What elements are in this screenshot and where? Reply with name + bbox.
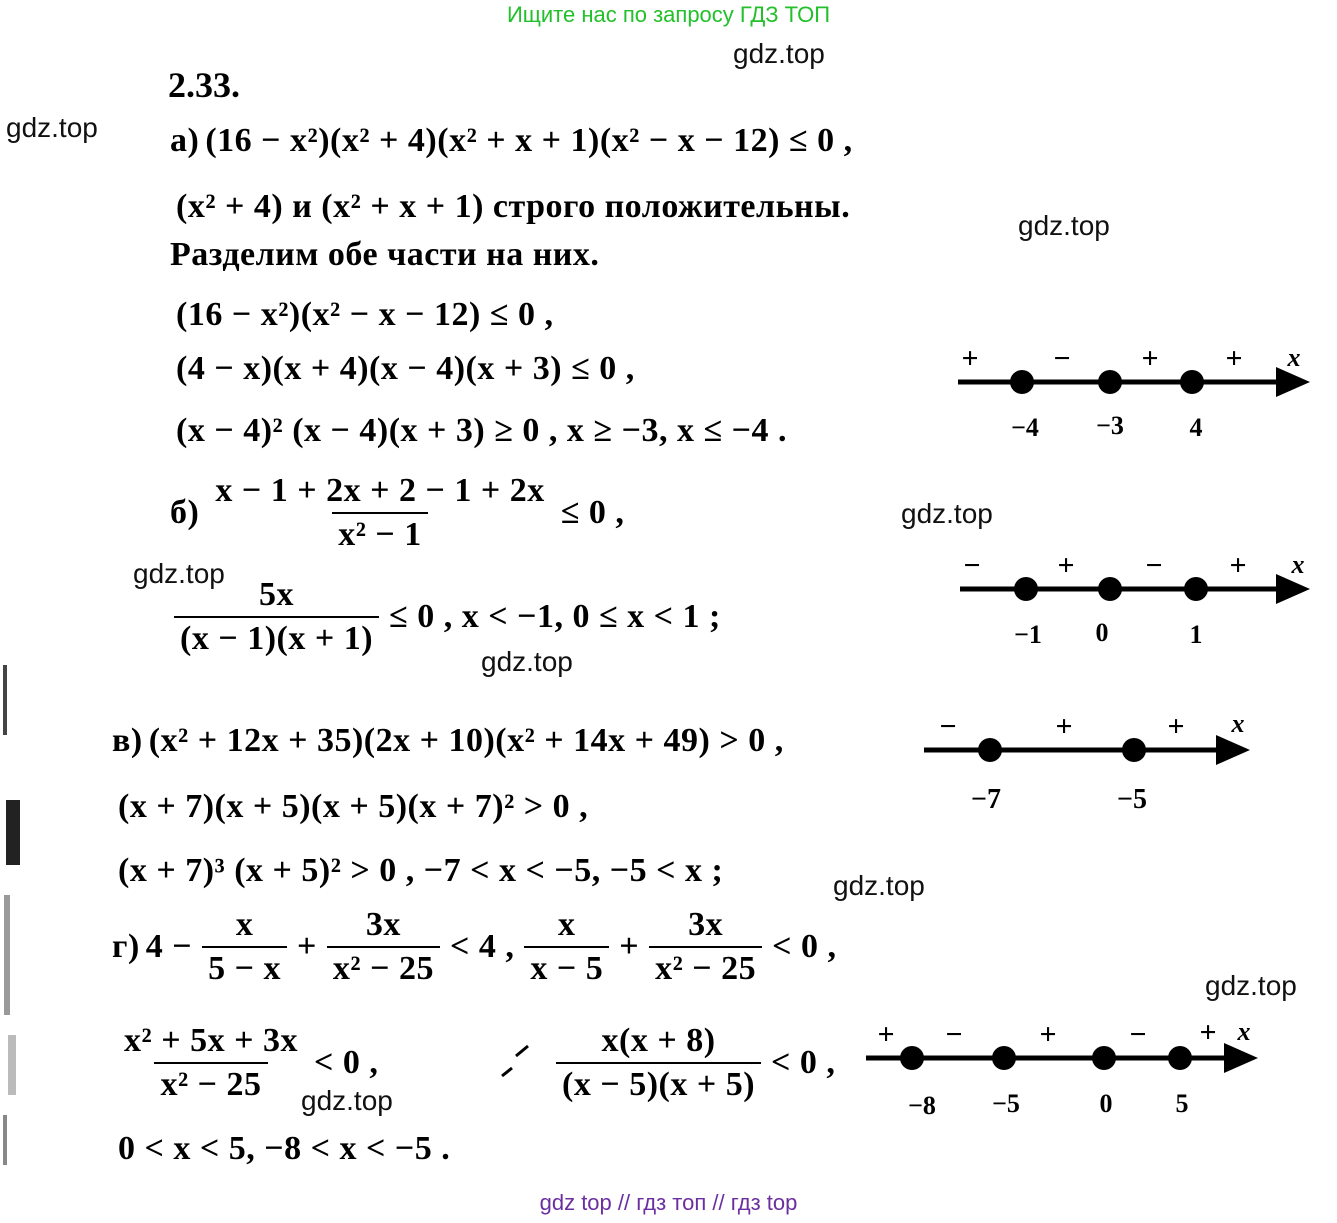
watermark: gdz.top	[833, 870, 925, 901]
point-marker	[1098, 370, 1122, 394]
denominator: 5 − x	[202, 946, 287, 988]
part-b-label: б)	[170, 494, 200, 531]
sign-label: +	[1057, 549, 1075, 582]
inequality-tail: ≤ 0 , x < −1, 0 ≤ x < 1 ;	[389, 598, 721, 635]
axis-arrow	[1224, 1043, 1258, 1073]
part-a-line-5: (4 − x)(x + 4)(x − 4)(x + 3) ≤ 0 ,	[176, 350, 635, 387]
part-v-line-1	[112, 722, 784, 760]
denominator: x² − 25	[649, 946, 762, 988]
part-g-line-2a	[114, 1022, 378, 1104]
point-label: −8	[908, 1091, 936, 1120]
inequality-mid: < 4 ,	[449, 928, 515, 965]
part-a-line-6: (x − 4)² (x − 4)(x + 3) ≥ 0 , x ≥ −3, x ≤ −4 .	[176, 412, 787, 449]
watermark: gdz.top	[133, 558, 225, 589]
part-v-label: в)	[112, 722, 143, 759]
inequality-tail: < 0 ,	[313, 1044, 379, 1081]
number-line-b	[950, 545, 1320, 655]
sign-label: −	[963, 549, 981, 582]
point-marker	[1184, 577, 1208, 601]
sign-label: −	[1053, 342, 1071, 375]
number-line-a	[950, 340, 1320, 450]
numerator: x	[558, 906, 576, 943]
part-b-line-2-clip	[170, 576, 870, 656]
part-a-line-3: Разделим обе части на них.	[170, 236, 600, 273]
sign-label: −	[945, 1018, 963, 1051]
sign-label: +	[877, 1018, 895, 1051]
sign-label: −	[1129, 1018, 1147, 1051]
watermark: gdz.top	[301, 1085, 393, 1116]
part-v-line-3: (x + 7)³ (x + 5)² > 0 , −7 < x < −5, −5 < x ;	[118, 852, 724, 889]
point-marker	[992, 1046, 1016, 1070]
plus-sign: +	[297, 928, 317, 965]
part-b-line-1	[170, 472, 624, 554]
fraction	[174, 576, 379, 656]
point-label: 0	[1099, 1089, 1113, 1118]
inequality-tail: ≤ 0 ,	[560, 494, 625, 531]
numerator: 3x	[688, 906, 724, 943]
footer-links: gdz top // гдз топ // гдз top	[539, 1190, 798, 1215]
part-v-line-2: (x + 7)(x + 5)(x + 5)(x + 7)² > 0 ,	[118, 788, 589, 825]
axis-label: x	[1291, 550, 1305, 579]
part-a-line-1	[170, 122, 853, 160]
axis-label: x	[1287, 343, 1301, 372]
watermark: gdz.top	[901, 498, 993, 529]
sign-label: +	[1199, 1016, 1217, 1049]
denominator: x − 5	[524, 946, 609, 988]
denominator: x² − 25	[154, 1062, 267, 1104]
point-marker	[1168, 1046, 1192, 1070]
point-marker	[978, 738, 1002, 762]
point-marker	[1014, 577, 1038, 601]
numerator: 5x	[259, 576, 295, 613]
part-a-line-4: (16 − x²)(x² − x − 12) ≤ 0 ,	[176, 296, 554, 333]
lead: 4 −	[145, 928, 193, 965]
point-label: 5	[1175, 1089, 1189, 1118]
fraction	[524, 906, 609, 988]
point-label: 1	[1189, 620, 1203, 649]
point-label: −7	[971, 784, 1001, 815]
point-label: 4	[1189, 413, 1203, 442]
watermark: gdz.top	[6, 112, 98, 143]
axis-arrow	[1216, 735, 1250, 765]
point-marker	[1010, 370, 1034, 394]
inequality-tail: < 0 ,	[772, 928, 837, 965]
point-label: −1	[1014, 620, 1042, 649]
denominator: (x − 5)(x + 5)	[556, 1062, 761, 1104]
watermark: gdz.top	[1205, 970, 1297, 1001]
part-g-line-2b	[552, 1022, 835, 1104]
scan-edge-artifact	[0, 655, 22, 1175]
point-marker	[1092, 1046, 1116, 1070]
point-label: −4	[1011, 413, 1039, 442]
numerator: x(x + 8)	[601, 1022, 716, 1059]
numerator: 3x	[365, 906, 401, 943]
sign-label: +	[1229, 549, 1247, 582]
plus-sign: +	[619, 928, 640, 965]
point-label: −3	[1096, 411, 1124, 440]
fraction	[556, 1022, 761, 1104]
watermark: gdz.top	[1018, 210, 1110, 241]
sign-label: +	[1167, 710, 1185, 743]
sign-label: +	[1039, 1018, 1057, 1051]
part-b-line-2	[170, 576, 870, 656]
sign-label: +	[1225, 342, 1243, 375]
part-g-answer: 0 < x < 5, −8 < x < −5 .	[118, 1130, 451, 1167]
denominator: x² − 1	[332, 512, 428, 554]
number-line-v	[918, 710, 1258, 820]
problem-number: 2.33.	[168, 65, 240, 105]
part-g-label: г)	[112, 928, 140, 965]
numerator: x² + 5x + 3x	[124, 1022, 298, 1059]
number-line-g	[862, 1012, 1262, 1124]
watermark: gdz.top	[481, 646, 573, 677]
numerator: x	[235, 906, 254, 943]
point-marker	[1122, 738, 1146, 762]
point-marker	[1180, 370, 1204, 394]
part-a-line-2: (x² + 4) и (x² + x + 1) строго положительны.	[176, 188, 851, 225]
fraction	[209, 472, 550, 554]
point-label: −5	[992, 1089, 1020, 1118]
part-g-line-1	[112, 906, 837, 988]
denominator: x² − 25	[327, 946, 440, 988]
equation: (16 − x²)(x² + 4)(x² + x + 1)(x² − x − 12) ≤ 0 ,	[205, 122, 853, 159]
sign-label: +	[961, 342, 979, 375]
point-marker	[900, 1046, 924, 1070]
numerator: x − 1 + 2x + 2 − 1 + 2x	[215, 472, 545, 509]
fraction	[202, 906, 287, 988]
sign-label: +	[1055, 710, 1073, 743]
pen-mark	[498, 1042, 538, 1082]
fraction	[118, 1022, 304, 1104]
axis-label: x	[1231, 710, 1245, 738]
top-banner: Ищите нас по запросу ГДЗ ТОП	[506, 2, 831, 27]
axis-label: x	[1237, 1017, 1251, 1046]
point-label: −5	[1117, 784, 1147, 815]
denominator: (x − 1)(x + 1)	[174, 616, 379, 656]
point-label: 0	[1095, 618, 1109, 647]
sign-label: +	[1141, 342, 1159, 375]
sign-label: −	[1145, 549, 1163, 582]
fraction	[327, 906, 440, 988]
watermark: gdz.top	[733, 38, 825, 69]
sign-label: −	[939, 710, 957, 743]
part-a-label: а)	[170, 122, 200, 159]
fraction	[649, 906, 762, 988]
point-marker	[1098, 577, 1122, 601]
equation: (x² + 12x + 35)(2x + 10)(x² + 14x + 49) > 0 ,	[148, 722, 784, 759]
inequality-tail: < 0 ,	[771, 1044, 836, 1081]
